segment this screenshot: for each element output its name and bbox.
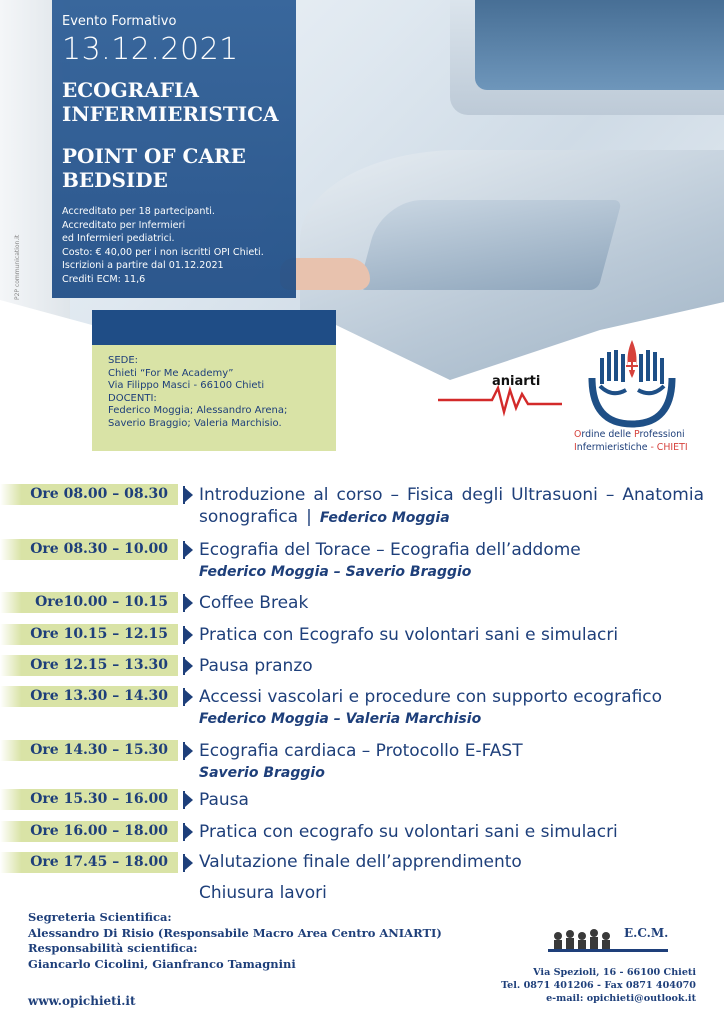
schedule-time: Ore 15.30 – 16.00 <box>0 789 178 810</box>
segreteria-label: Segreteria Scientifica: <box>28 910 172 924</box>
event-title <box>62 78 294 126</box>
info-line: Iscrizioni a partire dal 01.12.2021 <box>62 260 224 271</box>
play-arrow-icon <box>185 744 193 758</box>
contact-phone: Tel. 0871 401206 - Fax 0871 404070 <box>501 980 696 991</box>
opi-initial: I <box>574 442 577 453</box>
info-line: Crediti ECM: 11,6 <box>62 273 146 285</box>
opi-logo-text <box>574 428 688 454</box>
schedule-speaker: Saverio Braggio <box>199 765 325 781</box>
sede-line: Via Filippo Masci - 66100 Chieti <box>108 380 265 392</box>
info-line: Accreditato per Infermieri <box>62 219 186 231</box>
info-line: Costo: € 40,00 per i non iscritti OPI Chieti. <box>62 246 264 258</box>
schedule-text: Valutazione finale dell’apprendimento <box>199 852 522 872</box>
event-subtitle <box>62 144 294 192</box>
schedule-desc <box>199 740 704 784</box>
schedule-text: Coffee Break <box>199 593 309 613</box>
sede-line: Chieti “For Me Academy” <box>108 367 234 379</box>
segreteria-name: Alessandro Di Risio (Responsabile Macro Area Centro ANIARTI) <box>28 925 442 940</box>
play-arrow-icon <box>185 596 193 610</box>
schedule-desc <box>199 655 704 677</box>
schedule-text: Ecografia cardiaca – Protocollo E-FAST <box>199 741 523 761</box>
opi-line <box>574 428 688 441</box>
separator: | <box>306 507 312 527</box>
play-arrow-icon <box>185 856 193 870</box>
schedule-time: Ore 08.30 – 10.00 <box>0 539 178 560</box>
event-info <box>62 205 264 286</box>
info-line: ed Infermieri pediatrici. <box>62 233 175 244</box>
opi-logo <box>582 336 682 428</box>
event-subtitle-line: POINT OF CARE <box>62 144 246 168</box>
contact-email[interactable]: e-mail: opichieti@outlook.it <box>546 993 696 1004</box>
opi-city: - CHIETI <box>647 442 688 453</box>
play-arrow-icon <box>185 659 193 673</box>
schedule-desc <box>199 789 704 811</box>
opi-word: rofessioni <box>639 429 685 440</box>
event-title-line: INFERMIERISTICA <box>62 102 279 126</box>
play-arrow-icon <box>185 690 193 704</box>
schedule-text: Pausa <box>199 790 249 810</box>
aniarti-logo-text: aniarti <box>492 374 541 389</box>
play-arrow-icon <box>185 793 193 807</box>
docenti-line: Saverio Braggio; Valeria Marchisio. <box>108 417 282 429</box>
ecm-logo-text: E.C.M. <box>624 926 669 940</box>
schedule-desc <box>199 624 704 646</box>
schedule-time: Ore10.00 – 10.15 <box>0 592 178 613</box>
schedule-text: Introduzione al corso – Fisica degli Ultrasuoni – Anatomia sonografica <box>199 485 704 527</box>
info-line: Accreditato per 18 partecipanti. <box>62 206 215 217</box>
event-subtitle-line: BEDSIDE <box>62 168 168 192</box>
resp-names: Giancarlo Cicolini, Gianfranco Tamagnini <box>28 956 296 971</box>
play-arrow-icon <box>185 628 193 642</box>
docenti-label: DOCENTI: <box>108 392 157 404</box>
play-arrow-icon <box>185 543 193 557</box>
schedule-time: Ore 14.30 – 15.30 <box>0 740 178 761</box>
footer-credits <box>28 910 442 972</box>
schedule-speaker: Federico Moggia <box>319 510 450 526</box>
play-arrow-icon <box>185 488 193 502</box>
sede-box <box>92 345 336 451</box>
event-title-box <box>52 0 296 298</box>
schedule-desc <box>199 539 704 583</box>
side-credit: P2P communication.it <box>14 234 21 300</box>
opi-initial: P <box>634 429 640 440</box>
docenti-line: Federico Moggia; Alessandro Arena; <box>108 405 288 417</box>
event-date: 13.12.2021 <box>62 32 239 67</box>
resp-label: Responsabilità scientifica: <box>28 941 198 955</box>
event-label: Evento Formativo <box>62 14 177 29</box>
schedule-text: Accessi vascolari e procedure con supporto ecografico <box>199 687 663 707</box>
schedule-time: Ore 16.00 – 18.00 <box>0 821 178 842</box>
website-link[interactable]: www.opichieti.it <box>28 994 136 1008</box>
schedule-desc <box>199 847 704 909</box>
contacts <box>501 966 696 1005</box>
schedule-extra: Chiusura lavori <box>199 883 327 903</box>
opi-line <box>574 441 688 454</box>
schedule-time: Ore 08.00 – 08.30 <box>0 484 178 505</box>
schedule-text: Pausa pranzo <box>199 656 313 676</box>
schedule-speaker: Federico Moggia – Saverio Braggio <box>199 564 472 580</box>
opi-initial: O <box>574 429 582 440</box>
event-title-line: ECOGRAFIA <box>62 78 199 102</box>
opi-word: rdine delle <box>581 429 635 440</box>
schedule-text: Pratica con ecografo su volontari sani e simulacri <box>199 822 618 842</box>
schedule-desc <box>199 821 704 843</box>
play-arrow-icon <box>185 825 193 839</box>
schedule-time: Ore 10.15 – 12.15 <box>0 624 178 645</box>
schedule-desc <box>199 592 704 614</box>
schedule-desc <box>199 484 704 529</box>
schedule-speaker: Federico Moggia – Valeria Marchisio <box>199 711 482 727</box>
sede-label: SEDE: <box>108 355 139 366</box>
schedule-time: Ore 12.15 – 13.30 <box>0 655 178 676</box>
schedule-text: Pratica con Ecografo su volontari sani e simulacri <box>199 625 619 645</box>
schedule-text: Ecografia del Torace – Ecografia dell’addome <box>199 540 581 560</box>
schedule-desc <box>199 686 704 730</box>
opi-word: nfermieristiche <box>576 442 648 453</box>
contact-address: Via Spezioli, 16 - 66100 Chieti <box>533 967 696 978</box>
schedule-time: Ore 13.30 – 14.30 <box>0 686 178 707</box>
sede-accent-bar <box>92 310 336 346</box>
schedule-time: Ore 17.45 – 18.00 <box>0 852 178 873</box>
